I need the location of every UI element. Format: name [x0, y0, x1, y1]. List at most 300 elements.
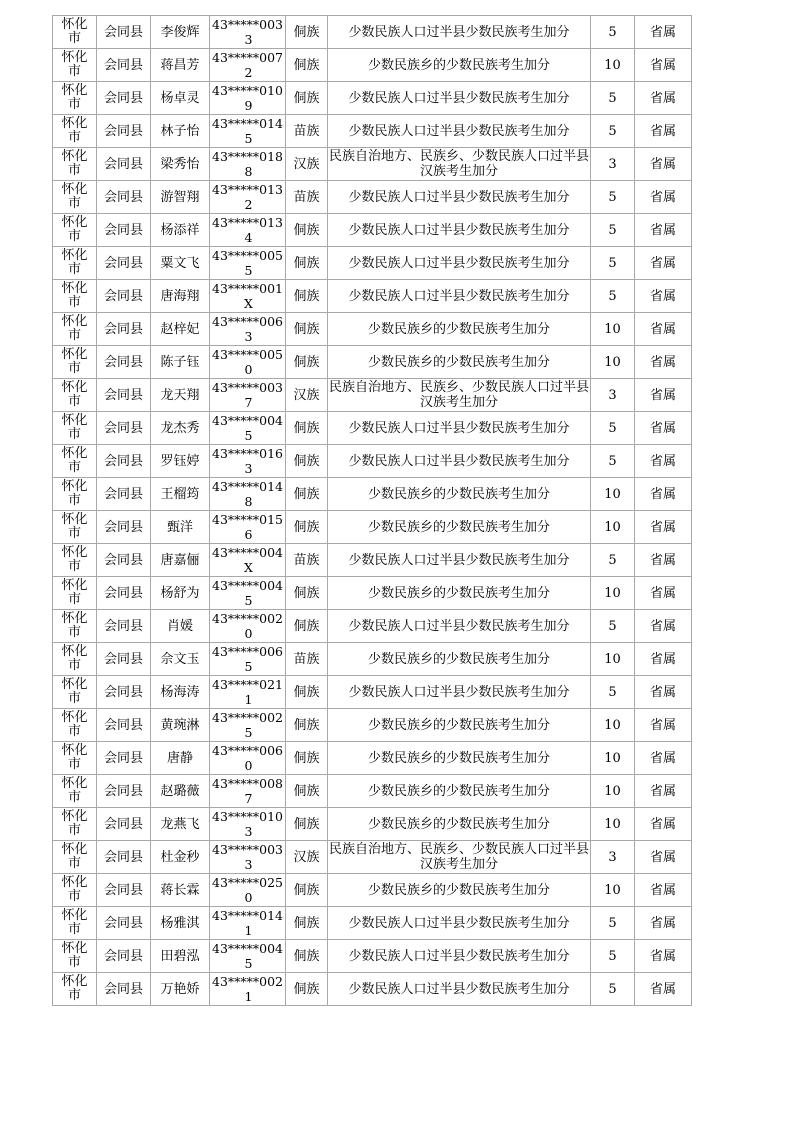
- city-text: 怀化市: [61, 842, 88, 871]
- table-row: [53, 346, 692, 379]
- id-number-line-2: 5: [244, 956, 253, 971]
- id-number-line-2: 5: [244, 428, 253, 443]
- id-number-cell: [210, 610, 286, 643]
- name-cell: 罗钰婷: [151, 445, 210, 478]
- id-number-line-1: 43*****014: [212, 908, 284, 923]
- id-number-cell: [210, 544, 286, 577]
- id-number-line-1: 43*****013: [212, 182, 284, 197]
- county-cell: 会同县: [97, 907, 151, 940]
- bonus-points-cell: 10: [591, 742, 635, 775]
- level-cell: 省属: [635, 16, 692, 49]
- id-number-cell: [210, 775, 286, 808]
- id-number-line-2: 0: [244, 362, 253, 377]
- bonus-category-cell: 少数民族人口过半县少数民族考生加分: [328, 907, 591, 940]
- id-number-cell: [210, 742, 286, 775]
- name-cell: 唐嘉俪: [151, 544, 210, 577]
- level-cell: 省属: [635, 709, 692, 742]
- level-cell: 省属: [635, 907, 692, 940]
- table-row: [53, 379, 692, 412]
- id-number-line-1: 43*****004: [212, 941, 284, 956]
- bonus-category-cell: 少数民族人口过半县少数民族考生加分: [328, 16, 591, 49]
- id-number-cell: [210, 874, 286, 907]
- county-cell: 会同县: [97, 940, 151, 973]
- bonus-category-cell: 少数民族人口过半县少数民族考生加分: [328, 676, 591, 709]
- id-number-line-2: 3: [244, 32, 253, 47]
- level-cell: 省属: [635, 412, 692, 445]
- id-number-line-2: 5: [244, 659, 253, 674]
- name-cell: 甄洋: [151, 511, 210, 544]
- id-number-line-1: 43*****010: [212, 809, 284, 824]
- ethnicity-cell: 侗族: [286, 478, 328, 511]
- city-cell: [53, 511, 97, 544]
- id-number-line-1: 43*****002: [212, 611, 284, 626]
- bonus-points-cell: 3: [591, 148, 635, 181]
- level-cell: 省属: [635, 247, 692, 280]
- county-cell: 会同县: [97, 115, 151, 148]
- table-row: [53, 940, 692, 973]
- city-text: 怀化市: [61, 149, 88, 178]
- city-cell: [53, 742, 97, 775]
- name-cell: 林子怡: [151, 115, 210, 148]
- table-row: [53, 775, 692, 808]
- city-cell: [53, 544, 97, 577]
- name-cell: 肖媛: [151, 610, 210, 643]
- table-row: [53, 148, 692, 181]
- city-text: 怀化市: [61, 875, 88, 904]
- level-cell: 省属: [635, 874, 692, 907]
- table-row: [53, 544, 692, 577]
- id-number-cell: [210, 676, 286, 709]
- level-cell: 省属: [635, 808, 692, 841]
- ethnicity-cell: 侗族: [286, 907, 328, 940]
- level-cell: 省属: [635, 676, 692, 709]
- ethnicity-cell: 侗族: [286, 511, 328, 544]
- name-cell: 赵梓妃: [151, 313, 210, 346]
- id-number-cell: [210, 148, 286, 181]
- name-cell: 蒋长霖: [151, 874, 210, 907]
- name-cell: 粟文飞: [151, 247, 210, 280]
- bonus-points-cell: 10: [591, 709, 635, 742]
- city-cell: [53, 478, 97, 511]
- id-number-line-1: 43*****016: [212, 446, 284, 461]
- level-cell: 省属: [635, 643, 692, 676]
- id-number-line-1: 43*****002: [212, 974, 284, 989]
- name-cell: 唐静: [151, 742, 210, 775]
- id-number-line-2: 4: [244, 230, 253, 245]
- id-number-line-2: 2: [244, 65, 253, 80]
- id-number-cell: [210, 709, 286, 742]
- name-cell: 陈子钰: [151, 346, 210, 379]
- id-number-line-1: 43*****004: [212, 578, 284, 593]
- city-text: 怀化市: [61, 908, 88, 937]
- city-cell: [53, 775, 97, 808]
- bonus-category-cell: 少数民族乡的少数民族考生加分: [328, 874, 591, 907]
- id-number-cell: [210, 346, 286, 379]
- table-row: [53, 115, 692, 148]
- city-text: 怀化市: [61, 446, 88, 475]
- city-text: 怀化市: [61, 17, 88, 46]
- bonus-category-cell: 少数民族乡的少数民族考生加分: [328, 709, 591, 742]
- id-number-cell: [210, 16, 286, 49]
- county-cell: 会同县: [97, 808, 151, 841]
- city-text: 怀化市: [61, 941, 88, 970]
- table-row: [53, 478, 692, 511]
- bonus-points-cell: 5: [591, 973, 635, 1006]
- id-number-line-2: 3: [244, 461, 253, 476]
- bonus-category-cell: 少数民族人口过半县少数民族考生加分: [328, 247, 591, 280]
- name-cell: 龙杰秀: [151, 412, 210, 445]
- city-cell: [53, 181, 97, 214]
- city-text: 怀化市: [61, 413, 88, 442]
- county-cell: 会同县: [97, 874, 151, 907]
- city-text: 怀化市: [61, 281, 88, 310]
- bonus-points-cell: 5: [591, 445, 635, 478]
- table-row: [53, 511, 692, 544]
- city-text: 怀化市: [61, 974, 88, 1003]
- level-cell: 省属: [635, 511, 692, 544]
- bonus-points-cell: 3: [591, 841, 635, 874]
- id-number-line-1: 43*****005: [212, 248, 284, 263]
- bonus-points-cell: 10: [591, 643, 635, 676]
- level-cell: 省属: [635, 610, 692, 643]
- bonus-category-cell: 少数民族人口过半县少数民族考生加分: [328, 412, 591, 445]
- bonus-category-cell: 少数民族人口过半县少数民族考生加分: [328, 82, 591, 115]
- ethnicity-cell: 汉族: [286, 841, 328, 874]
- id-number-line-2: 0: [244, 758, 253, 773]
- city-cell: [53, 148, 97, 181]
- ethnicity-cell: 侗族: [286, 940, 328, 973]
- id-number-line-2: 7: [244, 791, 253, 806]
- id-number-line-2: 3: [244, 857, 253, 872]
- id-number-cell: [210, 478, 286, 511]
- name-cell: 王榴筠: [151, 478, 210, 511]
- ethnicity-cell: 侗族: [286, 82, 328, 115]
- bonus-points-cell: 5: [591, 907, 635, 940]
- name-cell: 李俊辉: [151, 16, 210, 49]
- bonus-category-cell: 少数民族乡的少数民族考生加分: [328, 49, 591, 82]
- bonus-points-cell: 10: [591, 511, 635, 544]
- bonus-points-cell: 5: [591, 544, 635, 577]
- name-cell: 杨雅淇: [151, 907, 210, 940]
- id-number-line-2: 3: [244, 824, 253, 839]
- table-row: [53, 181, 692, 214]
- table-row: [53, 709, 692, 742]
- id-number-line-1: 43*****006: [212, 743, 284, 758]
- name-cell: 佘文玉: [151, 643, 210, 676]
- id-number-line-1: 43*****014: [212, 116, 284, 131]
- name-cell: 杨海涛: [151, 676, 210, 709]
- table-row: [53, 577, 692, 610]
- bonus-category-cell: 少数民族人口过半县少数民族考生加分: [328, 280, 591, 313]
- county-cell: 会同县: [97, 49, 151, 82]
- ethnicity-cell: 侗族: [286, 775, 328, 808]
- city-cell: [53, 907, 97, 940]
- county-cell: 会同县: [97, 643, 151, 676]
- id-number-cell: [210, 214, 286, 247]
- id-number-cell: [210, 379, 286, 412]
- table-row: [53, 16, 692, 49]
- name-cell: 龙燕飞: [151, 808, 210, 841]
- id-number-cell: [210, 907, 286, 940]
- city-text: 怀化市: [61, 83, 88, 112]
- city-text: 怀化市: [61, 380, 88, 409]
- bonus-points-cell: 5: [591, 280, 635, 313]
- city-cell: [53, 49, 97, 82]
- table-row: [53, 874, 692, 907]
- id-number-line-2: 6: [244, 527, 253, 542]
- city-text: 怀化市: [61, 710, 88, 739]
- bonus-category-cell: 民族自治地方、民族乡、少数民族人口过半县汉族考生加分: [328, 842, 589, 872]
- id-number-line-1: 43*****006: [212, 314, 284, 329]
- city-cell: [53, 16, 97, 49]
- id-number-line-1: 43*****007: [212, 50, 284, 65]
- table-row: [53, 841, 692, 874]
- id-number-line-2: 5: [244, 131, 253, 146]
- level-cell: 省属: [635, 379, 692, 412]
- city-cell: [53, 808, 97, 841]
- level-cell: 省属: [635, 115, 692, 148]
- id-number-line-2: 9: [244, 98, 253, 113]
- county-cell: 会同县: [97, 148, 151, 181]
- id-number-line-2: 5: [244, 725, 253, 740]
- city-cell: [53, 940, 97, 973]
- ethnicity-cell: 苗族: [286, 544, 328, 577]
- bonus-category-cell: 少数民族人口过半县少数民族考生加分: [328, 214, 591, 247]
- id-number-line-2: 8: [244, 494, 253, 509]
- level-cell: 省属: [635, 181, 692, 214]
- id-number-cell: [210, 181, 286, 214]
- id-number-line-2: 3: [244, 329, 253, 344]
- table-row: [53, 214, 692, 247]
- county-cell: 会同县: [97, 445, 151, 478]
- city-text: 怀化市: [61, 776, 88, 805]
- county-cell: 会同县: [97, 247, 151, 280]
- id-number-line-1: 43*****005: [212, 347, 284, 362]
- county-cell: 会同县: [97, 346, 151, 379]
- city-text: 怀化市: [61, 347, 88, 376]
- ethnicity-cell: 侗族: [286, 313, 328, 346]
- level-cell: 省属: [635, 313, 692, 346]
- id-number-line-2: X: [244, 296, 253, 311]
- county-cell: 会同县: [97, 973, 151, 1006]
- ethnicity-cell: 侗族: [286, 676, 328, 709]
- ethnicity-cell: 侗族: [286, 874, 328, 907]
- city-cell: [53, 643, 97, 676]
- bonus-points-cell: 5: [591, 82, 635, 115]
- bonus-category-cell: 少数民族人口过半县少数民族考生加分: [328, 973, 591, 1006]
- id-number-line-1: 43*****025: [212, 875, 284, 890]
- level-cell: 省属: [635, 82, 692, 115]
- table-row: [53, 610, 692, 643]
- level-cell: 省属: [635, 577, 692, 610]
- id-number-line-1: 43*****003: [212, 380, 284, 395]
- table-row: [53, 808, 692, 841]
- level-cell: 省属: [635, 49, 692, 82]
- city-cell: [53, 280, 97, 313]
- bonus-category-cell: 少数民族乡的少数民族考生加分: [328, 313, 591, 346]
- city-cell: [53, 973, 97, 1006]
- city-cell: [53, 445, 97, 478]
- name-cell: 杜金秒: [151, 841, 210, 874]
- city-cell: [53, 676, 97, 709]
- city-cell: [53, 412, 97, 445]
- id-number-line-1: 43*****014: [212, 479, 284, 494]
- table-row: [53, 973, 692, 1006]
- bonus-points-cell: 5: [591, 940, 635, 973]
- bonus-points-cell: 3: [591, 379, 635, 412]
- level-cell: 省属: [635, 742, 692, 775]
- city-cell: [53, 346, 97, 379]
- id-number-line-1: 43*****003: [212, 842, 284, 857]
- name-cell: 梁秀怡: [151, 148, 210, 181]
- city-cell: [53, 115, 97, 148]
- bonus-category-cell: 少数民族人口过半县少数民族考生加分: [328, 115, 591, 148]
- id-number-cell: [210, 280, 286, 313]
- id-number-line-1: 43*****004: [212, 545, 284, 560]
- county-cell: 会同县: [97, 313, 151, 346]
- bonus-points-cell: 10: [591, 49, 635, 82]
- id-number-cell: [210, 643, 286, 676]
- county-cell: 会同县: [97, 775, 151, 808]
- bonus-category-cell: 少数民族人口过半县少数民族考生加分: [328, 544, 591, 577]
- ethnicity-cell: 苗族: [286, 181, 328, 214]
- city-text: 怀化市: [61, 314, 88, 343]
- city-cell: [53, 577, 97, 610]
- table-row: [53, 280, 692, 313]
- level-cell: 省属: [635, 478, 692, 511]
- ethnicity-cell: 苗族: [286, 643, 328, 676]
- id-number-line-1: 43*****013: [212, 215, 284, 230]
- county-cell: 会同县: [97, 841, 151, 874]
- id-number-line-2: 5: [244, 593, 253, 608]
- city-cell: [53, 82, 97, 115]
- county-cell: 会同县: [97, 709, 151, 742]
- id-number-line-2: 2: [244, 197, 253, 212]
- bonus-points-cell: 10: [591, 577, 635, 610]
- name-cell: 赵璐薇: [151, 775, 210, 808]
- level-cell: 省属: [635, 280, 692, 313]
- id-number-line-1: 43*****006: [212, 644, 284, 659]
- county-cell: 会同县: [97, 742, 151, 775]
- county-cell: 会同县: [97, 181, 151, 214]
- ethnicity-cell: 汉族: [286, 379, 328, 412]
- name-cell: 杨舒为: [151, 577, 210, 610]
- bonus-category-cell: 民族自治地方、民族乡、少数民族人口过半县汉族考生加分: [328, 380, 589, 410]
- ethnicity-cell: 侗族: [286, 742, 328, 775]
- level-cell: 省属: [635, 544, 692, 577]
- bonus-points-cell: 10: [591, 874, 635, 907]
- bonus-category-cell: 少数民族乡的少数民族考生加分: [328, 742, 591, 775]
- level-cell: 省属: [635, 214, 692, 247]
- bonus-points-cell: 5: [591, 247, 635, 280]
- ethnicity-cell: 侗族: [286, 16, 328, 49]
- name-cell: 唐海翔: [151, 280, 210, 313]
- id-number-line-1: 43*****015: [212, 512, 284, 527]
- table-row: [53, 907, 692, 940]
- county-cell: 会同县: [97, 478, 151, 511]
- city-text: 怀化市: [61, 677, 88, 706]
- id-number-cell: [210, 412, 286, 445]
- level-cell: 省属: [635, 445, 692, 478]
- bonus-category-cell: 少数民族人口过半县少数民族考生加分: [328, 940, 591, 973]
- bonus-points-cell: 5: [591, 676, 635, 709]
- id-number-line-2: 0: [244, 626, 253, 641]
- city-text: 怀化市: [61, 611, 88, 640]
- city-text: 怀化市: [61, 248, 88, 277]
- table-row: [53, 676, 692, 709]
- id-number-line-1: 43*****001: [212, 281, 284, 296]
- bonus-points-cell: 5: [591, 115, 635, 148]
- id-number-cell: [210, 49, 286, 82]
- city-text: 怀化市: [61, 578, 88, 607]
- county-cell: 会同县: [97, 379, 151, 412]
- bonus-points-cell: 10: [591, 775, 635, 808]
- bonus-points-cell: 10: [591, 808, 635, 841]
- bonus-category-cell: 民族自治地方、民族乡、少数民族人口过半县汉族考生加分: [328, 149, 589, 179]
- name-cell: 万艳娇: [151, 973, 210, 1006]
- name-cell: 黄琬淋: [151, 709, 210, 742]
- county-cell: 会同县: [97, 610, 151, 643]
- city-text: 怀化市: [61, 644, 88, 673]
- name-cell: 田碧泓: [151, 940, 210, 973]
- id-number-line-2: 1: [244, 989, 253, 1004]
- bonus-category-cell: 少数民族乡的少数民族考生加分: [328, 478, 591, 511]
- county-cell: 会同县: [97, 412, 151, 445]
- name-cell: 杨添祥: [151, 214, 210, 247]
- bonus-category-cell: 少数民族乡的少数民族考生加分: [328, 808, 591, 841]
- bonus-category-cell: 少数民族人口过半县少数民族考生加分: [328, 445, 591, 478]
- city-cell: [53, 709, 97, 742]
- id-number-line-2: 0: [244, 890, 253, 905]
- id-number-line-2: 5: [244, 263, 253, 278]
- city-text: 怀化市: [61, 545, 88, 574]
- level-cell: 省属: [635, 940, 692, 973]
- ethnicity-cell: 侗族: [286, 577, 328, 610]
- id-number-line-2: 8: [244, 164, 253, 179]
- county-cell: 会同县: [97, 214, 151, 247]
- id-number-line-2: 1: [244, 923, 253, 938]
- bonus-points-cell: 5: [591, 16, 635, 49]
- ethnicity-cell: 侗族: [286, 49, 328, 82]
- id-number-line-1: 43*****002: [212, 710, 284, 725]
- bonus-category-cell: 少数民族乡的少数民族考生加分: [328, 577, 591, 610]
- table-row: [53, 247, 692, 280]
- table-row: [53, 49, 692, 82]
- id-number-line-2: 7: [244, 395, 253, 410]
- name-cell: 龙天翔: [151, 379, 210, 412]
- ethnicity-cell: 侗族: [286, 214, 328, 247]
- name-cell: 游智翔: [151, 181, 210, 214]
- table-row: [53, 412, 692, 445]
- ethnicity-cell: 侗族: [286, 610, 328, 643]
- id-number-cell: [210, 808, 286, 841]
- bonus-category-cell: 少数民族乡的少数民族考生加分: [328, 511, 591, 544]
- level-cell: 省属: [635, 775, 692, 808]
- id-number-line-1: 43*****021: [212, 677, 284, 692]
- county-cell: 会同县: [97, 280, 151, 313]
- id-number-cell: [210, 445, 286, 478]
- city-cell: [53, 214, 97, 247]
- city-cell: [53, 379, 97, 412]
- ethnicity-cell: 侗族: [286, 247, 328, 280]
- level-cell: 省属: [635, 841, 692, 874]
- ethnicity-cell: 汉族: [286, 148, 328, 181]
- county-cell: 会同县: [97, 544, 151, 577]
- city-cell: [53, 313, 97, 346]
- bonus-points-cell: 5: [591, 412, 635, 445]
- table-body: [53, 16, 692, 1006]
- bonus-category-cell: 少数民族人口过半县少数民族考生加分: [328, 181, 591, 214]
